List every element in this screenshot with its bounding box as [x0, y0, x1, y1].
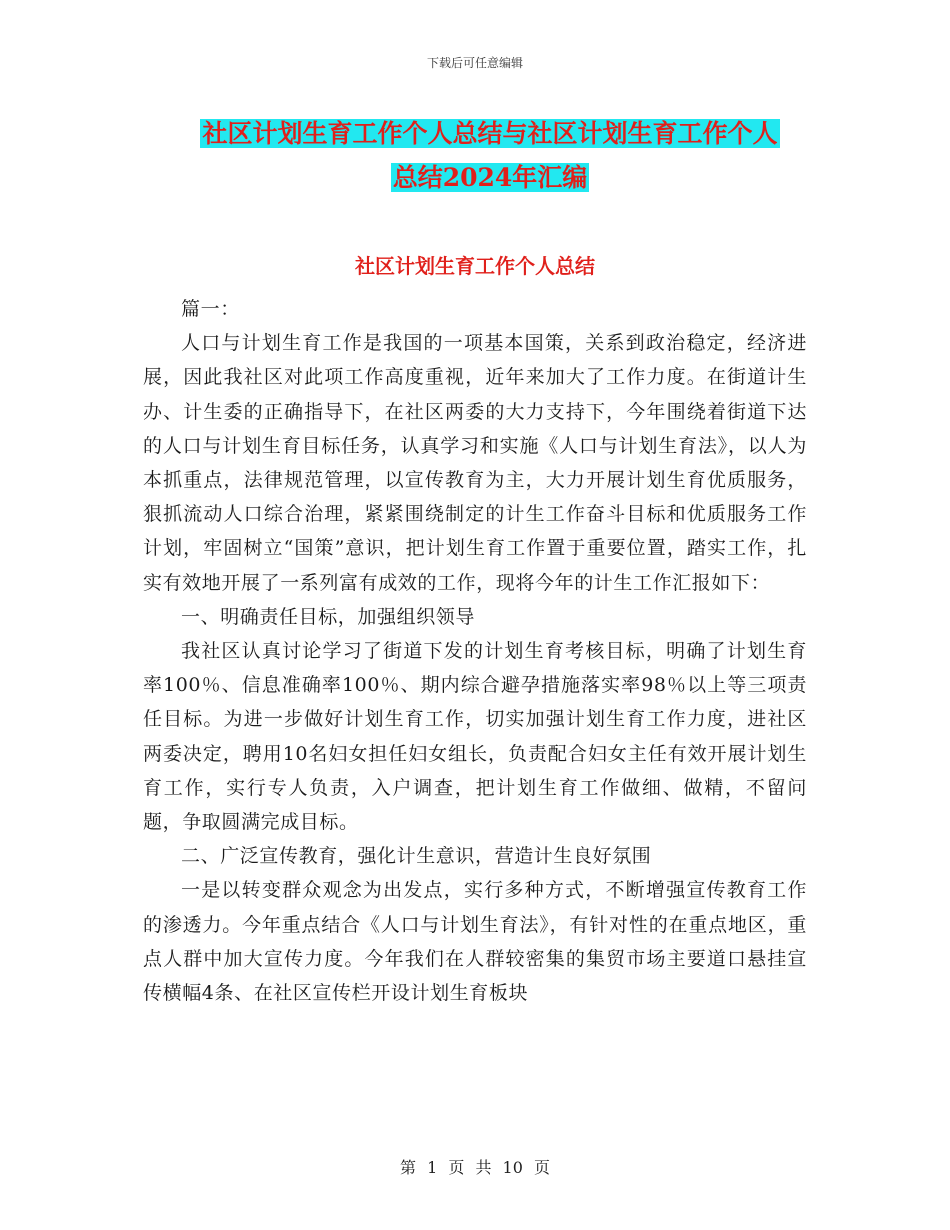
page-footer: 第 1 页 共 10 页 — [400, 1158, 550, 1177]
paragraph: 篇一： — [181, 298, 240, 320]
paragraph: 一是以转变群众观念为出发点，实行多种方式，不断增强宣传教育工作的渗透力。今年重点结合《人口与计划生育法》，有针对性的在重点地区，重点人群中加大宣传力度。今年我们在人群较密集的集贸市场主要道口悬挂宣传横幅4条、在社区宣传栏开设计划生育板块 — [143, 879, 807, 1005]
section-heading: 一、明确责任目标，加强组织领导 — [181, 605, 476, 628]
paragraph: 我社区认真讨论学习了街道下发的计划生育考核目标，明确了计划生育率100％、信息准确率100％、期内综合避孕措施落实率98％以上等三项责任目标。为进一步做好计划生育工作，切实加强计划生育工作力度，进社区两委决定，聘用10名妇女担任妇女组长，负责配合妇女主任有效开展计划生育工作，实行专人负责，入户调查，把计划生育工作做细、做精，不留问题，争取圆满完成目标。 — [143, 640, 807, 834]
paragraph: 人口与计划生育工作是我国的一项基本国策，关系到政治稳定，经济进展，因此我社区对此项工作高度重视，近年来加大了工作力度。在街道计生办、计生委的正确指导下，在社区两委的大力支持下，今年围绕着街道下达的人口与计划生育目标任务，认真学习和实施《人口与计划生育法》，以人为本抓重点，法律规范管理，以宣传教育为主，大力开展计划生育优质服务，狠抓流动人口综合治理，紧紧围绕制定的计生工作奋斗目标和优质服务工作计划，牢固树立“国策”意识，把计划生育工作置于重要位置，踏实工作，扎实有效地开展了一系列富有成效的工作，现将今年的计生工作汇报如下： — [143, 332, 807, 594]
section-heading: 二、广泛宣传教育，强化计生意识，营造计生良好氛围 — [181, 845, 652, 868]
header-note: 下载后可任意编辑 — [426, 56, 523, 70]
title-line-2: 总结2024年汇编 — [392, 163, 588, 192]
section-title: 社区计划生育工作个人总结 — [355, 254, 595, 278]
title-line-1: 社区计划生育工作个人总结与社区计划生育工作个人 — [202, 119, 778, 148]
document-body — [143, 292, 807, 1010]
document-title — [140, 112, 840, 200]
